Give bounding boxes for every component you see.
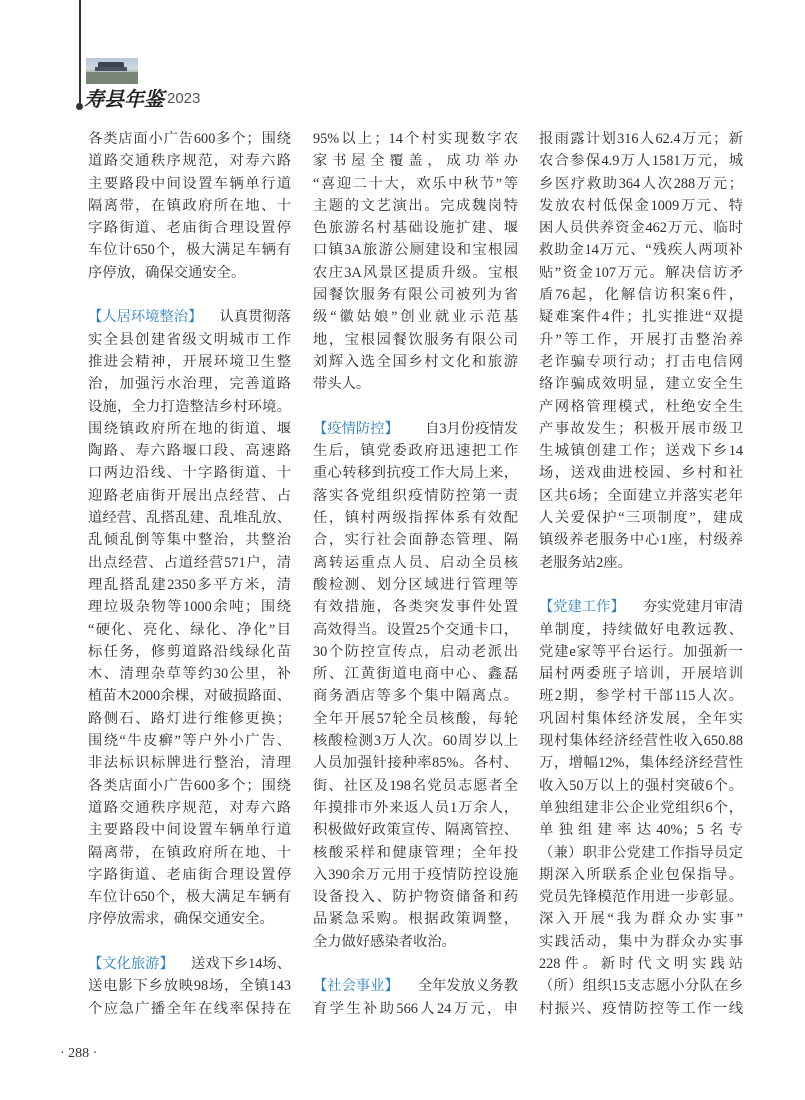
paragraph-gap xyxy=(313,953,518,975)
header-year: 2023 xyxy=(167,90,201,107)
text-line: 字路街道、老庙街合理设置停 xyxy=(88,866,291,883)
text-line: 迎路老庙街开展出点经营、占 xyxy=(88,487,291,504)
text-line: 镇级养老服务中心1座，村级养 xyxy=(539,532,743,549)
text-line xyxy=(313,975,518,997)
text-line: 核酸检测3万人次。60周岁以上 xyxy=(313,733,518,750)
text-line: 场，送戏曲进校园、乡村和社 xyxy=(539,465,743,482)
text-line: 乡医疗救助364人次288万元； xyxy=(539,175,743,192)
text-line: 道路交通秩序规范，对寿六路 xyxy=(88,153,291,170)
text-line: 道经营、乱搭乱建、乱堆乱放、 xyxy=(88,510,291,527)
text-line: 木、清理杂草等约30公里，补 xyxy=(88,666,291,683)
text-line: 理乱搭乱建2350多平方米，清 xyxy=(88,576,291,593)
text-line: 核酸采样和健康管理；全年投 xyxy=(313,844,518,861)
text-line: 届村两委班子培训，开展培训 xyxy=(539,666,743,683)
text-line: 生后，镇党委政府迅速把工作 xyxy=(313,443,518,460)
text-line: 全力做好感染者收治。 xyxy=(313,933,456,950)
text-line: 有效措施，各类突发事件处置 xyxy=(313,599,518,616)
header-building-image xyxy=(86,58,138,84)
text-line: 盾76起，化解信访积案6件， xyxy=(539,287,743,304)
text-line: 30个防控宣传点，启动老派出 xyxy=(313,643,518,660)
text-line xyxy=(88,306,291,328)
text-line: 主题的文艺演出。完成魏岗特 xyxy=(313,197,518,214)
text-line: 车位计650个，极大满足车辆有 xyxy=(88,889,291,906)
text-line: 产网格管理模式，杜绝安全生 xyxy=(539,398,743,415)
text-line: 升”等工作，开展打击整治养 xyxy=(539,331,743,348)
text-line xyxy=(313,418,518,440)
text-line: 年摸排市外来返人员1万余人， xyxy=(313,799,518,816)
text-column-2 xyxy=(313,128,518,1020)
text-line: 主要路段中间设置车辆单行道 xyxy=(88,175,291,192)
paragraph-gap xyxy=(88,284,291,306)
text-line: 出点经营、占道经营571户，清 xyxy=(88,554,291,571)
text-line: 设施，全力打造整洁乡村环境。 xyxy=(88,398,291,415)
text-line-content: 认真贯彻落 xyxy=(219,309,291,326)
section-heading: 【社会事业】 xyxy=(313,978,399,995)
text-line: 围绕镇政府所在地的街道、堰 xyxy=(88,420,291,437)
text-line: 车位计650个，极大满足车辆有 xyxy=(88,242,291,259)
text-line: 报雨露计划316人62.4万元；新 xyxy=(539,131,743,147)
text-line: 巩固村集体经济发展，全年实 xyxy=(539,710,743,727)
text-line: 推进会精神，开展环境卫生整 xyxy=(88,353,291,370)
text-line: 地，宝根园餐饮服务有限公司 xyxy=(313,331,518,348)
text-line: 全年开展57轮全员核酸，每轮 xyxy=(313,710,518,727)
text-line: 任，镇村两级指挥体系有效配 xyxy=(313,510,518,527)
text-line: 收入50万以上的强村突破6个。 xyxy=(539,777,743,794)
text-line: 送电影下乡放映98场，全镇143 xyxy=(88,978,291,995)
text-line: 人员加强针接种率85%。各村、 xyxy=(313,755,518,772)
text-line: “硬化、亮化、绿化、净化”目 xyxy=(88,621,291,638)
text-line: 发放农村低保金1009万元、特 xyxy=(539,197,743,214)
text-line: 高效得当。设置25个交通卡口， xyxy=(313,621,518,638)
text-line: 合，实行社会面静态管理、隔 xyxy=(313,532,518,549)
book-title-logo: 寿县年鉴 xyxy=(84,87,164,111)
text-line: 深入开展“我为群众办实事” xyxy=(539,911,743,928)
text-line: 老服务站2座。 xyxy=(539,554,632,571)
text-line: 酸检测、划分区域进行管理等 xyxy=(313,576,518,593)
text-line: 党建e家等平台运行。加强新一 xyxy=(539,643,743,660)
text-line: 口镇3A旅游公厕建设和宝根园 xyxy=(313,242,518,259)
text-line: 万，增幅12%，集体经济经营性 xyxy=(539,755,743,772)
paragraph-gap xyxy=(88,931,291,953)
text-line xyxy=(539,596,743,618)
text-line: （所）组织15支志愿小分队在乡 xyxy=(539,978,743,995)
text-line-content: 送戏下乡14场、 xyxy=(190,955,291,972)
text-line: 农庄3A风景区提质升级。宝根 xyxy=(313,264,518,281)
text-line: 刘辉入选全国乡村文化和旅游 xyxy=(313,353,518,370)
text-line: 产事故发生；积极开展市级卫 xyxy=(539,420,743,437)
text-line: 街、社区及198名党员志愿者全 xyxy=(313,777,518,794)
text-line: 道路交通秩序规范，对寿六路 xyxy=(88,799,291,816)
text-line: 色旅游名村基础设施扩建、堰 xyxy=(313,220,518,237)
text-line: 重心转移到抗疫工作大局上来， xyxy=(313,465,518,482)
text-line: 路侧石、路灯进行维修更换； xyxy=(88,710,291,727)
text-line: 入390余万元用于疫情防控设施 xyxy=(313,866,518,883)
text-line: 人关爱保护“三项制度”，建成 xyxy=(539,510,743,527)
text-line: 实全县创建省级文明城市工作 xyxy=(88,331,291,348)
section-heading: 【人居环境整治】 xyxy=(88,309,203,326)
text-line: 理垃圾杂物等1000余吨；围绕 xyxy=(88,599,291,616)
text-line: 228件。新时代文明实践站 xyxy=(539,955,743,972)
text-line: 序停放，确保交通安全。 xyxy=(88,264,246,281)
text-line-content: 夯实党建月审清 xyxy=(642,599,743,616)
text-line: 区共6场；全面建立并落实老年 xyxy=(539,487,743,504)
text-line: 络诈骗成效明显，建立安全生 xyxy=(539,376,743,393)
text-line: 口两边沿线、十字路街道、十 xyxy=(88,465,291,482)
text-line: 单独组建非公企业党组织6个， xyxy=(539,799,743,816)
text-line: 围绕“牛皮癣”等户外小广告、 xyxy=(88,733,291,750)
text-line: 95%以上；14个村实现数字农 xyxy=(313,131,518,147)
text-line: 个应急广播全年在线率保持在 xyxy=(88,1000,291,1017)
text-column-3 xyxy=(539,128,743,1020)
section-heading: 【疫情防控】 xyxy=(313,420,399,437)
text-line: 乱倾乱倒等集中整治，共整治 xyxy=(88,532,291,549)
text-column-1 xyxy=(88,128,291,1020)
text-line: 积极做好政策宣传、隔离管控、 xyxy=(313,822,518,839)
text-line: 园餐饮服务有限公司被列为省 xyxy=(313,287,518,304)
running-header xyxy=(84,88,200,110)
text-line: 标任务，修剪道路沿线绿化苗 xyxy=(88,643,291,660)
text-line: 单制度，持续做好电教远教、 xyxy=(539,621,743,638)
text-line: 单独组建率达40%；5名专 xyxy=(539,822,743,839)
text-line: 贴”资金107万元。解决信访矛 xyxy=(539,264,743,281)
text-line: 品紧急采购。根据政策调整， xyxy=(313,911,518,928)
text-line: （兼）职非公党建工作指导员定 xyxy=(539,844,743,861)
text-line: 字路街道、老庙街合理设置停 xyxy=(88,220,291,237)
text-line: 育学生补助566人24万元，申 xyxy=(313,1000,518,1017)
text-line-content: 全年发放义务教 xyxy=(417,978,518,995)
text-line: 隔离带，在镇政府所在地、十 xyxy=(88,844,291,861)
paragraph-gap xyxy=(539,574,743,596)
text-line: 老诈骗专项行动；打击电信网 xyxy=(539,353,743,370)
text-line: 党员先锋模范作用进一步彰显。 xyxy=(539,889,743,906)
text-line: 植苗木2000余棵，对破损路面、 xyxy=(88,688,291,705)
text-line: 离转运重点人员、启动全员核 xyxy=(313,554,518,571)
text-line: 设备投入、防护物资储备和药 xyxy=(313,889,518,906)
text-line: 疑难案件4件；扎实推进“双提 xyxy=(539,309,743,326)
text-line: 村振兴、疫情防控等工作一线 xyxy=(539,1000,743,1017)
text-line: 商务酒店等多个集中隔离点。 xyxy=(313,688,518,705)
text-line: 带头人。 xyxy=(313,376,371,393)
text-line: 主要路段中间设置车辆单行道 xyxy=(88,822,291,839)
text-line: 家书屋全覆盖，成功举办 xyxy=(313,153,518,170)
section-heading: 【党建工作】 xyxy=(539,599,625,616)
text-line: 落实各党组织疫情防控第一责 xyxy=(313,487,518,504)
text-line-content: 自3月份疫情发 xyxy=(425,420,518,437)
text-line: 治，加强污水治理，完善道路 xyxy=(88,376,291,393)
text-line: “喜迎二十大，欢乐中秋节”等 xyxy=(313,175,518,192)
text-line: 班2期，参学村干部115人次。 xyxy=(539,688,743,705)
text-line: 序停放需求，确保交通安全。 xyxy=(88,911,274,928)
text-line: 现村集体经济经营性收入650.88 xyxy=(539,733,743,750)
text-line: 困人员供养资金462万元、临时 xyxy=(539,220,743,237)
text-line: 生城镇创建工作；送戏下乡14 xyxy=(539,443,743,460)
text-line: 级“徽姑娘”创业就业示范基 xyxy=(313,309,518,326)
text-line: 所、江黄街道电商中心、鑫磊 xyxy=(313,666,518,683)
text-line: 农合参保4.9万人1581万元，城 xyxy=(539,153,743,170)
text-line: 实践活动，集中为群众办实事 xyxy=(539,933,743,950)
margin-rule xyxy=(79,0,81,106)
text-line: 期深入所联系企业包保指导。 xyxy=(539,866,743,883)
text-line: 陶路、寿六路堰口段、高速路 xyxy=(88,443,291,460)
text-line: 救助金14万元、“残疾人两项补 xyxy=(539,242,743,259)
page-number: · 288 · xyxy=(60,1046,98,1061)
text-line: 非法标识标牌进行整治，清理 xyxy=(88,755,291,772)
text-line: 各类店面小广告600多个；围绕 xyxy=(88,131,291,147)
text-line: 各类店面小广告600多个；围绕 xyxy=(88,777,291,794)
text-line xyxy=(88,953,291,975)
section-heading: 【文化旅游】 xyxy=(88,955,174,972)
text-line: 隔离带，在镇政府所在地、十 xyxy=(88,197,291,214)
paragraph-gap xyxy=(313,396,518,418)
margin-rule-dot xyxy=(76,103,83,110)
